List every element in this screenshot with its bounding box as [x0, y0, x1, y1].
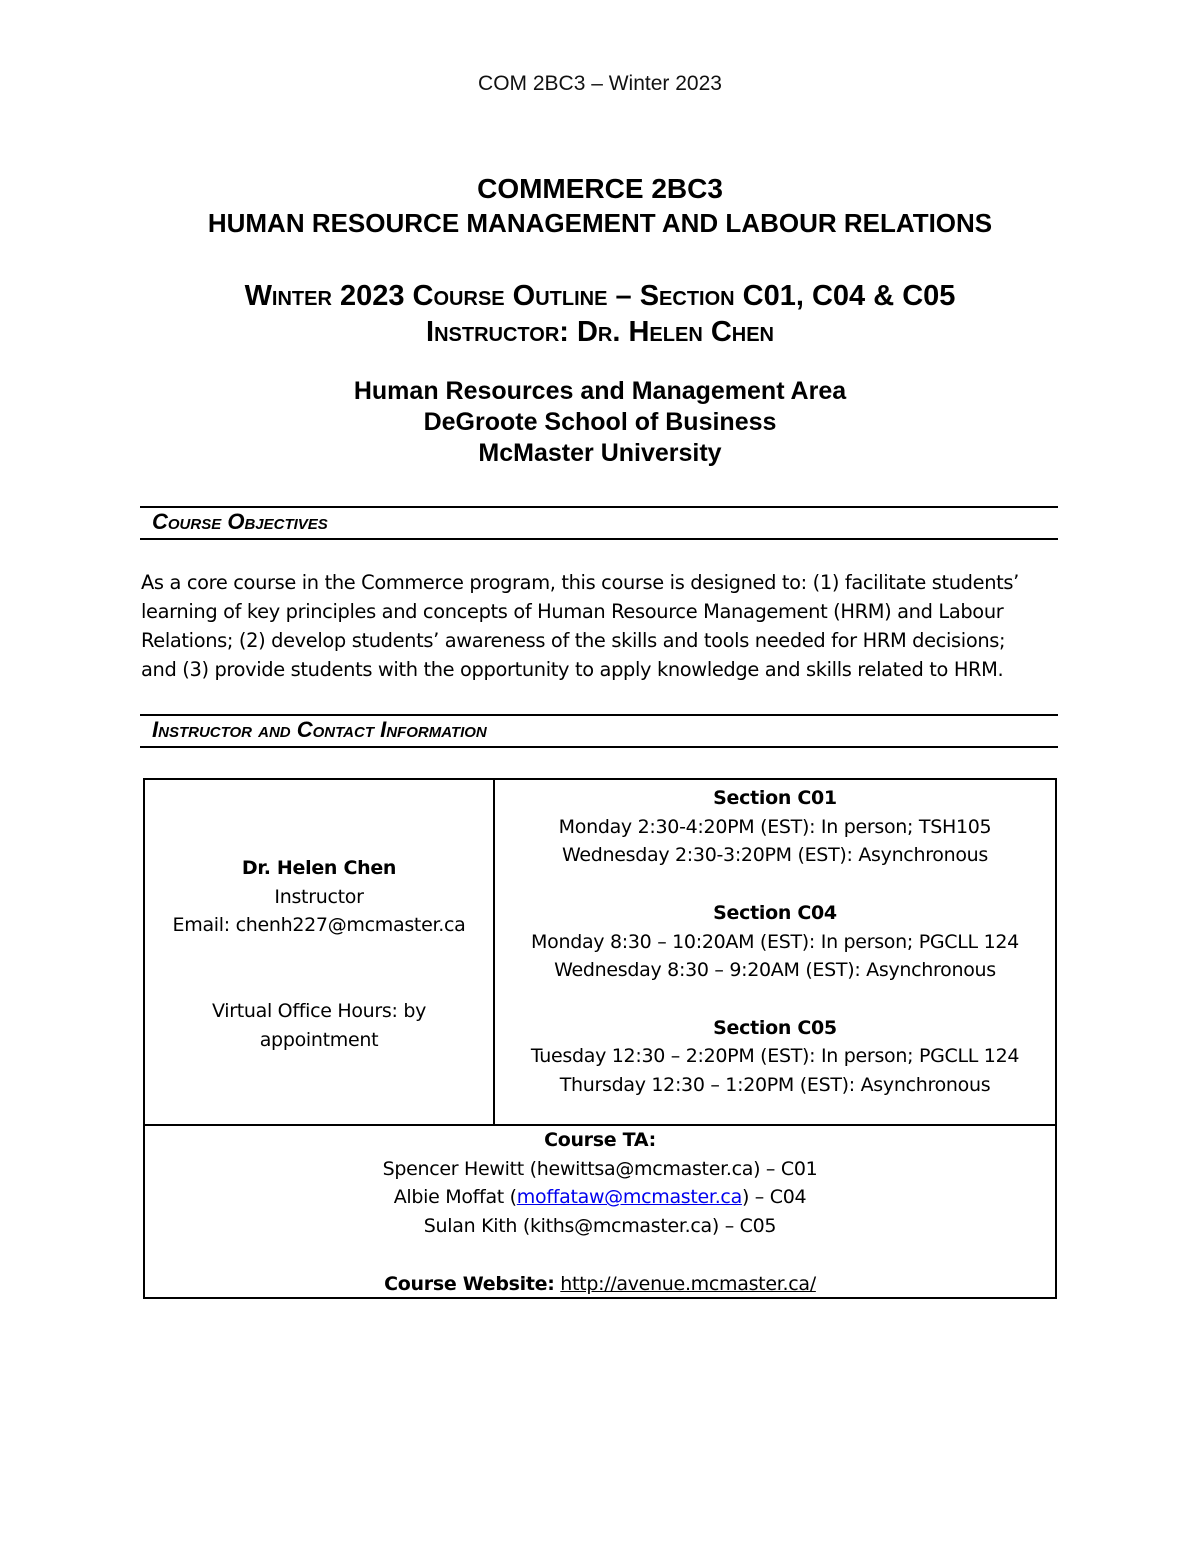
area-name: Human Resources and Management Area	[353, 377, 847, 405]
ta-entry: Sulan Kith (kiths@mcmaster.ca) – C05	[423, 1215, 777, 1238]
ta-prefix: Albie Moffat (	[393, 1186, 517, 1209]
section-schedule: Wednesday 2:30-3:20PM (EST): Asynchronous	[561, 844, 989, 867]
objectives-line: and (3) provide students with the opportunity to apply knowledge and skills related to HRM.	[141, 658, 1004, 681]
contact-table	[143, 778, 1057, 1299]
university-name: McMaster University	[478, 439, 722, 467]
running-header: COM 2BC3 – Winter 2023	[478, 72, 722, 95]
objectives-line: Relations; (2) develop students’ awareness of the skills and tools needed for HRM decisions;	[141, 629, 1006, 652]
office-hours-line1: Virtual Office Hours: by	[211, 1000, 427, 1023]
section-title: Section C01	[713, 787, 837, 809]
ta-suffix: ) – C04	[741, 1186, 807, 1209]
ta-entry: Spencer Hewitt (hewittsa@mcmaster.ca) – C01	[382, 1157, 818, 1180]
objectives-line: As a core course in the Commerce program, this course is designed to: (1) facilitate students’	[141, 571, 1019, 594]
objectives-paragraph	[141, 568, 1056, 684]
ta-entry	[145, 1183, 1055, 1212]
objectives-heading	[140, 506, 1058, 540]
section-title: Section C04	[713, 901, 837, 924]
section-schedule: Monday 2:30-4:20PM (EST): In person; TSH105	[558, 815, 992, 838]
school-name: DeGroote School of Business	[423, 408, 777, 436]
objectives-line: learning of key principles and concepts of Human Resource Management (HRM) and Labour	[141, 600, 1004, 623]
section-schedule: Thursday 12:30 – 1:20PM (EST): Asynchronous	[559, 1074, 991, 1096]
ta-label: Course TA:	[544, 1129, 656, 1151]
section-schedule: Monday 8:30 – 10:20AM (EST): In person; PGCLL 124	[531, 930, 1019, 953]
sections-cell	[495, 780, 1055, 1126]
office-hours-line2: appointment	[259, 1029, 379, 1052]
section-schedule: Wednesday 8:30 – 9:20AM (EST): Asynchronous	[554, 959, 996, 982]
instructor-email[interactable]: Email: chenh227@mcmaster.ca	[172, 914, 466, 937]
ta-email-link[interactable]: moffataw@mcmaster.ca	[516, 1186, 742, 1209]
instructor-name: Dr. Helen Chen	[241, 857, 397, 879]
section-schedule: Tuesday 12:30 – 2:20PM (EST): In person; PGCLL 124	[530, 1045, 1020, 1068]
course-name-title: HUMAN RESOURCE MANAGEMENT AND LABOUR RELATIONS	[207, 208, 993, 238]
section-title: Section C05	[713, 1016, 837, 1039]
contact-heading	[140, 714, 1058, 748]
website-link[interactable]: http://avenue.mcmaster.ca/	[560, 1272, 816, 1295]
instructor-cell	[145, 780, 495, 1126]
course-code-title: COMMERCE 2BC3	[477, 173, 723, 204]
objectives-heading-text: Course Objectives	[152, 509, 328, 534]
contact-heading-text: Instructor and Contact Information	[152, 717, 487, 742]
instructor-role: Instructor	[274, 885, 364, 908]
website-label: Course Website:	[384, 1272, 555, 1295]
instructor-title: Instructor: Dr. Helen Chen	[426, 316, 774, 348]
outline-title: Winter 2023 Course Outline – Section C01, C04 & C05	[244, 280, 956, 312]
ta-cell	[145, 1126, 1055, 1297]
website-line	[145, 1270, 1055, 1299]
